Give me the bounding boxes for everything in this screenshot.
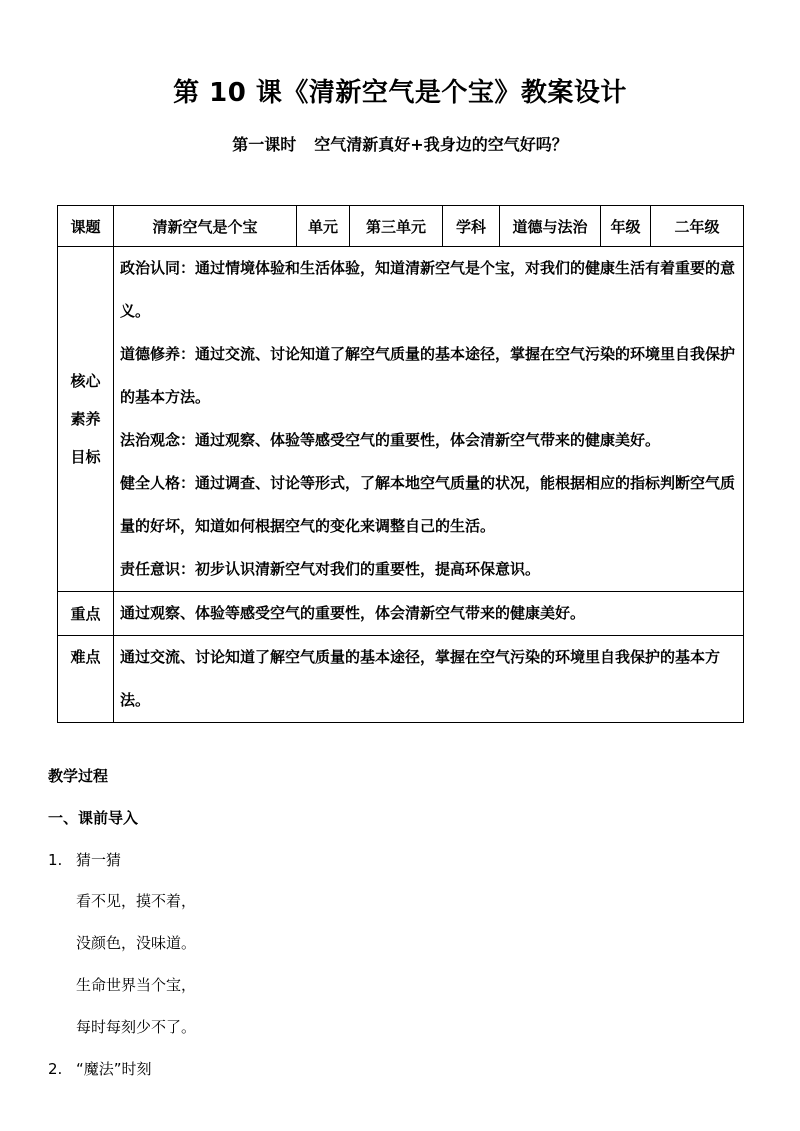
difficulty-label: 难点 [58, 636, 114, 723]
document-title: 第 10 课《清新空气是个宝》教案设计 [173, 78, 627, 108]
difficulty-row [58, 636, 744, 723]
key-point-label: 重点 [58, 592, 114, 636]
core-label-line: 素养 [70, 410, 101, 428]
process-heading: 教学过程 [48, 767, 109, 785]
lesson-subtitle [0, 132, 800, 155]
key-point-text: 通过观察、体验等感受空气的重要性，体会清新空气带来的健康美好。 [114, 592, 744, 636]
lesson-period: 第一课时 [232, 135, 297, 154]
unit-label: 单元 [297, 206, 350, 247]
key-point-row [58, 592, 744, 636]
unit-value: 第三单元 [350, 206, 443, 247]
core-literacy-label [58, 247, 114, 592]
section-intro-heading: 一、课前导入 [48, 809, 139, 827]
core-literacy-content [114, 247, 744, 592]
lesson-topic: 空气清新真好+我身边的空气好吗？ [314, 135, 568, 154]
item-title: “魔法”时刻 [76, 1060, 152, 1078]
item-number: 2. [48, 1060, 63, 1078]
lesson-info-table [57, 205, 744, 723]
difficulty-text: 通过交流、讨论知道了解空气质量的基本途径，掌握在空气污染的环境里自我保护的基本方法。 [114, 636, 744, 723]
goal-political: 政治认同：通过情境体验和生活体验，知道清新空气是个宝，对我们的健康生活有着重要的意义。 [120, 259, 736, 320]
riddle-line: 每时每刻少不了。 [76, 1018, 197, 1036]
item-guess [48, 849, 121, 870]
core-literacy-row [58, 247, 744, 592]
riddle-line: 看不见，摸不着， [76, 892, 197, 910]
goal-moral: 道德修养：通过交流、讨论知道了解空气质量的基本途径，掌握在空气污染的环境里自我保护的基本方法。 [120, 345, 736, 406]
core-label-line: 目标 [70, 448, 101, 466]
grade-label: 年级 [601, 206, 651, 247]
subject-label: 学科 [443, 206, 500, 247]
item-number: 1. [48, 851, 63, 869]
core-label-line: 核心 [70, 372, 101, 390]
item-title: 猜一猜 [76, 851, 122, 869]
subject-value: 道德与法治 [500, 206, 601, 247]
grade-value: 二年级 [651, 206, 744, 247]
goal-personality: 健全人格：通过调查、讨论等形式，了解本地空气质量的状况，能根据相应的指标判断空气质量的好坏，知道如何根据空气的变化来调整自己的生活。 [120, 474, 736, 535]
goal-responsibility: 责任意识：初步认识清新空气对我们的重要性，提高环保意识。 [120, 560, 541, 578]
riddle-line: 生命世界当个宝， [76, 976, 197, 994]
item-magic [48, 1058, 152, 1079]
header-row [58, 206, 744, 247]
topic-label: 课题 [58, 206, 114, 247]
riddle-line: 没颜色，没味道。 [76, 934, 197, 952]
topic-value: 清新空气是个宝 [114, 206, 297, 247]
goal-law: 法治观念：通过观察、体验等感受空气的重要性，体会清新空气带来的健康美好。 [120, 431, 661, 449]
